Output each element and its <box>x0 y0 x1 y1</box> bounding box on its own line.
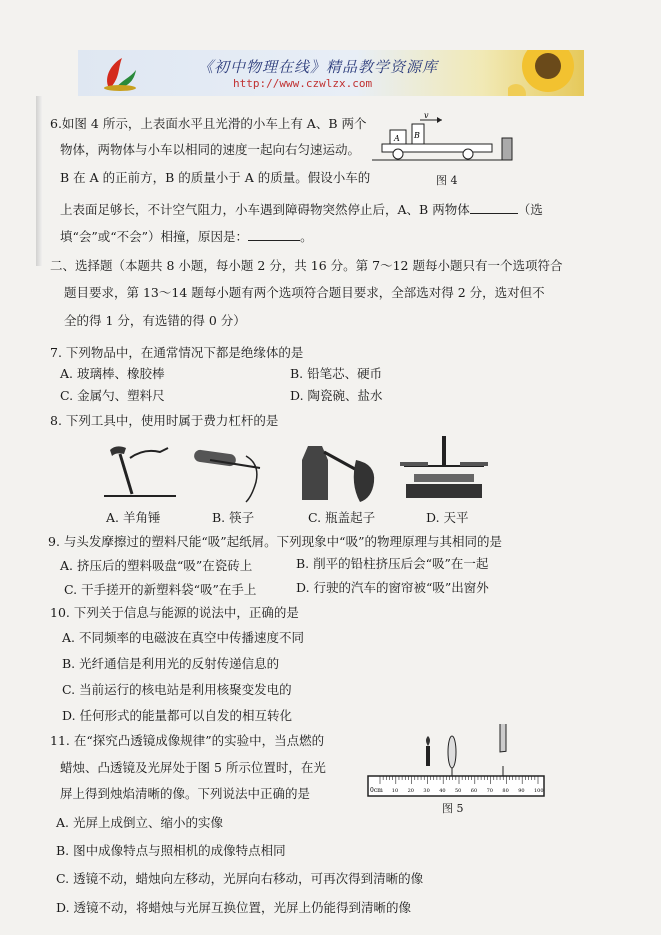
ruler-tick-label: 60 <box>470 788 478 794</box>
section2-line1: 二、选择题（本题共 8 小题，每小题 2 分，共 16 分。第 7～12 题每小题只有一个选项符合 <box>50 258 563 273</box>
q7-option-c[interactable]: C. 金属勺、塑料尺 <box>60 388 165 403</box>
q6-line2: 物体，两物体与小车以相同的速度一起向右匀速运动。 <box>60 142 361 157</box>
banner-title: 《初中物理在线》精品教学资源库 <box>198 58 439 76</box>
q10-stem: 10. 下列关于信息与能源的说法中，正确的是 <box>50 605 299 620</box>
q11-line3: 屏上得到烛焰清晰的像。下列说法中正确的是 <box>60 786 311 801</box>
q6-line4-tail: （选 <box>517 202 543 217</box>
q9-stem: 9. 与头发摩擦过的塑料尺能“吸”起纸屑。下列现象中“吸”的物理原理与其相同的是 <box>48 534 502 549</box>
fig4-label-b: B <box>414 131 420 140</box>
ruler-tick-label: 30 <box>423 788 430 794</box>
site-logo-icon <box>100 54 140 92</box>
fig4-label-a: A <box>394 134 400 143</box>
q6-line4 <box>60 202 543 218</box>
q11-line1: 11. 在“探究凸透镜成像规律”的实验中，当点燃的 <box>50 733 325 748</box>
ruler-tick-label: 10 <box>391 788 399 794</box>
q6-line4-text: 上表面足够长，不计空气阻力，小车遇到障碍物突然停止后，A、B 两物体 <box>60 202 470 217</box>
q10-option-d[interactable]: D. 任何形式的能量都可以自发的相互转化 <box>62 708 293 723</box>
ruler-tick-label: 50 <box>455 788 462 794</box>
q10-option-a[interactable]: A. 不同频率的电磁波在真空中传播速度不同 <box>62 630 304 645</box>
q6-line5-text: 填“会”或“不会”）相撞，原因是： <box>60 229 249 244</box>
q7-option-b[interactable]: B. 铅笔芯、硬币 <box>290 366 383 381</box>
q9-option-c[interactable]: C. 干手搓开的新塑料袋“吸”在手上 <box>64 582 257 597</box>
header-banner <box>78 50 584 96</box>
q8-option-b[interactable]: B. 筷子 <box>212 510 255 525</box>
ruler-tick-label: 80 <box>502 788 509 794</box>
q11-option-b[interactable]: B. 图中成像特点与照相机的成像特点相同 <box>56 843 286 858</box>
ruler-tick-label: 40 <box>439 788 446 794</box>
q6-line1: 6.如图 4 所示，上表面水平且光滑的小车上有 A、B 两个 <box>50 116 367 131</box>
ruler-tick-label: 20 <box>407 788 414 794</box>
q9-option-b[interactable]: B. 削平的铅柱挤压后会“吸”在一起 <box>296 556 489 571</box>
q10-option-b[interactable]: B. 光纤通信是利用光的反射传递信息的 <box>62 656 280 671</box>
fig5-caption: 图 5 <box>442 802 464 815</box>
ruler-tick-label: 90 <box>518 788 525 794</box>
ruler-tick-label: 100 <box>534 788 544 794</box>
q8-option-d[interactable]: D. 天平 <box>426 510 469 525</box>
section2-line2: 题目要求，第 13～14 题每小题有两个选项符合题目要求，全部选对得 2 分，选对但不 <box>64 285 545 300</box>
fig4-caption: 图 4 <box>436 174 458 187</box>
ruler-unit-label: 0cm <box>370 787 383 794</box>
q11-line2: 蜡烛、凸透镜及光屏处于图 5 所示位置时，在光 <box>60 760 326 775</box>
q8-stem: 8. 下列工具中，使用时属于费力杠杆的是 <box>50 413 279 428</box>
q6-line5-tail: 。 <box>300 229 313 244</box>
q6-line5 <box>60 229 313 245</box>
figure-5-optical-bench <box>366 724 546 800</box>
q8-option-c[interactable]: C. 瓶盖起子 <box>308 510 376 525</box>
fig4-velocity-label: v <box>424 111 429 120</box>
q11-option-c[interactable]: C. 透镜不动，蜡烛向左移动，光屏向右移动，可再次得到清晰的像 <box>56 871 424 886</box>
q7-stem: 7. 下列物品中，在通常情况下都是绝缘体的是 <box>50 345 304 360</box>
q9-option-d[interactable]: D. 行驶的汽车的窗帘被“吸”出窗外 <box>296 580 489 595</box>
ruler-tick-label: 70 <box>486 788 493 794</box>
banner-url[interactable]: http://www.czwlzx.com <box>233 77 373 90</box>
q7-option-a[interactable]: A. 玻璃棒、橡胶棒 <box>60 366 165 381</box>
q11-option-a[interactable]: A. 光屏上成倒立、缩小的实像 <box>56 815 223 830</box>
balance-scale-figure <box>394 430 494 504</box>
q6-answer-blank-2[interactable] <box>248 240 300 241</box>
scan-shadow <box>36 96 42 266</box>
q9-option-a[interactable]: A. 挤压后的塑料吸盘“吸”在瓷砖上 <box>60 558 253 573</box>
figure-4-cart <box>372 110 522 170</box>
q10-option-c[interactable]: C. 当前运行的核电站是利用核聚变发电的 <box>62 682 292 697</box>
q11-option-d[interactable]: D. 透镜不动，将蜡烛与光屏互换位置，光屏上仍能得到清晰的像 <box>56 900 412 915</box>
bottle-opener-figure <box>294 436 384 506</box>
q6-line3: B 在 A 的正前方，B 的质量小于 A 的质量。假设小车的 <box>60 170 371 185</box>
q6-answer-blank-1[interactable] <box>470 213 518 214</box>
sunflower-icon <box>508 50 578 96</box>
chopsticks-figure <box>190 440 270 506</box>
section2-line3: 全的得 1 分，有选错的得 0 分） <box>64 313 246 328</box>
q8-option-a[interactable]: A. 羊角锤 <box>106 510 161 525</box>
claw-hammer-figure <box>100 436 180 506</box>
q7-option-d[interactable]: D. 陶瓷碗、盐水 <box>290 388 383 403</box>
